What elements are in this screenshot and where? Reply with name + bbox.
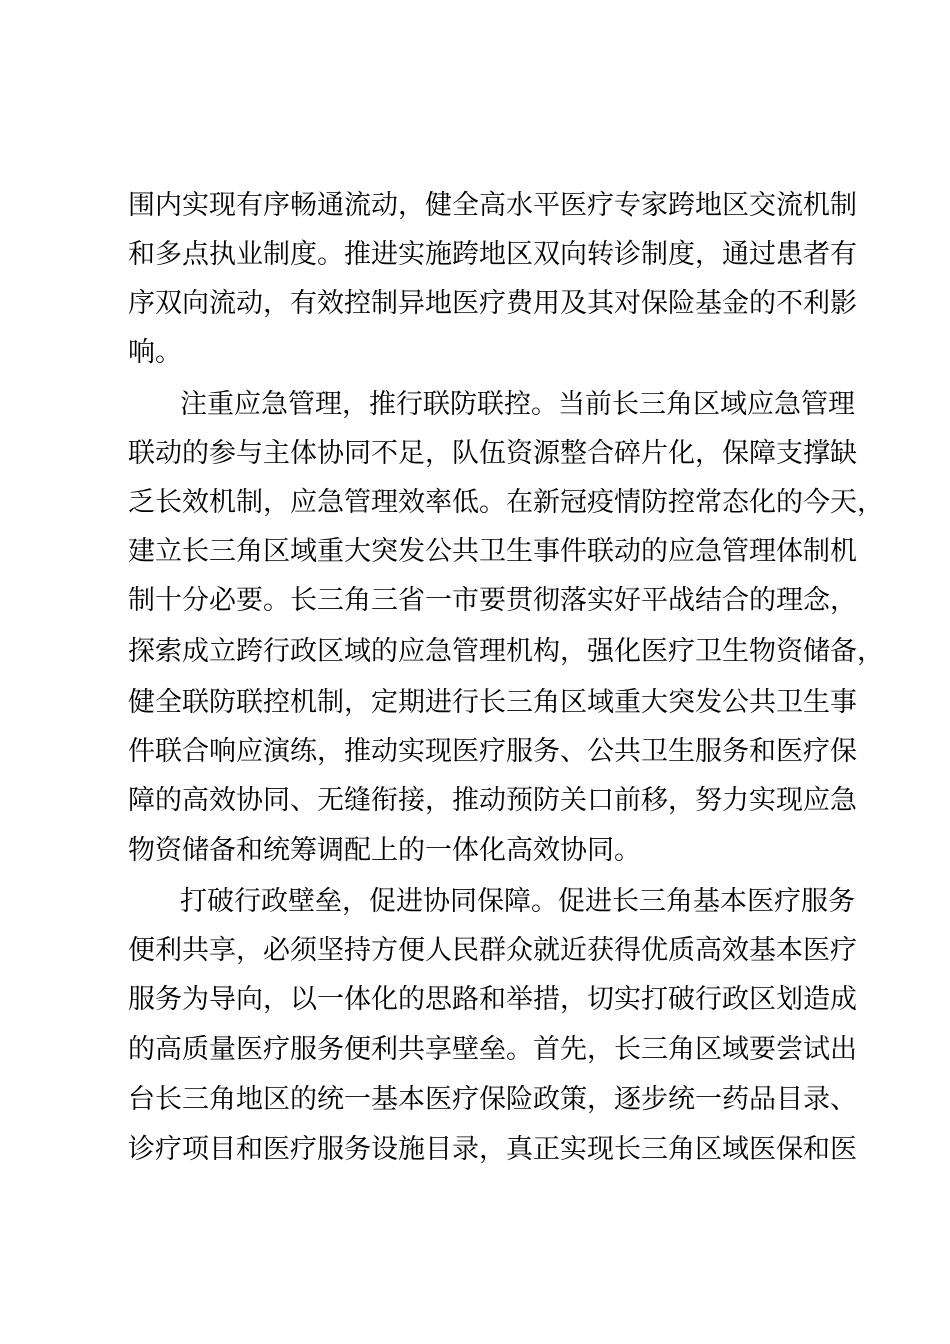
text-line: 探索成立跨行政区域的应急管理机构，强化医疗卫生物资储备， bbox=[128, 636, 884, 667]
text-line: 障的高效协同、无缝衔接，推动预防关口前移，努力实现应急 bbox=[128, 785, 857, 816]
text-line: 健全联防联控机制，定期进行长三角区域重大突发公共卫生事 bbox=[128, 687, 857, 718]
paragraph-first-line: 注重应急管理，推行联防联控。当前长三角区域应急管理 bbox=[180, 389, 855, 420]
text-line: 台长三角地区的统一基本医疗保险政策，逐步统一药品目录、 bbox=[128, 1084, 857, 1115]
text-line: 服务为导向，以一体化的思路和举措，切实打破行政区划造成 bbox=[128, 984, 857, 1015]
text-line: 制十分必要。长三角三省一市要贯彻落实好平战结合的理念， bbox=[128, 585, 857, 616]
text-line: 序双向流动，有效控制异地医疗费用及其对保险基金的不利影 bbox=[128, 288, 857, 319]
text-line: 的高质量医疗服务便利共享壁垒。首先，长三角区域要尝试出 bbox=[128, 1034, 857, 1065]
paragraph-first-line: 打破行政壁垒，促进协同保障。促进长三角基本医疗服务 bbox=[180, 886, 855, 917]
text-line: 诊疗项目和医疗服务设施目录，真正实现长三角区域医保和医 bbox=[128, 1134, 857, 1165]
text-line: 响。 bbox=[128, 337, 182, 368]
text-line: 联动的参与主体协同不足，队伍资源整合碎片化，保障支撑缺 bbox=[128, 438, 857, 469]
text-line: 物资储备和统筹调配上的一体化高效协同。 bbox=[128, 835, 641, 866]
text-line: 建立长三角区域重大突发公共卫生事件联动的应急管理体制机 bbox=[128, 536, 857, 567]
text-line: 便利共享，必须坚持方便人民群众就近获得优质高效基本医疗 bbox=[128, 935, 857, 966]
text-line: 和多点执业制度。推进实施跨地区双向转诊制度，通过患者有 bbox=[128, 239, 857, 270]
text-line: 件联合响应演练，推动实现医疗服务、公共卫生服务和医疗保 bbox=[128, 736, 857, 767]
text-line: 围内实现有序畅通流动，健全高水平医疗专家跨地区交流机制 bbox=[128, 190, 857, 221]
text-line: 乏长效机制，应急管理效率低。在新冠疫情防控常态化的今天， bbox=[128, 487, 884, 518]
